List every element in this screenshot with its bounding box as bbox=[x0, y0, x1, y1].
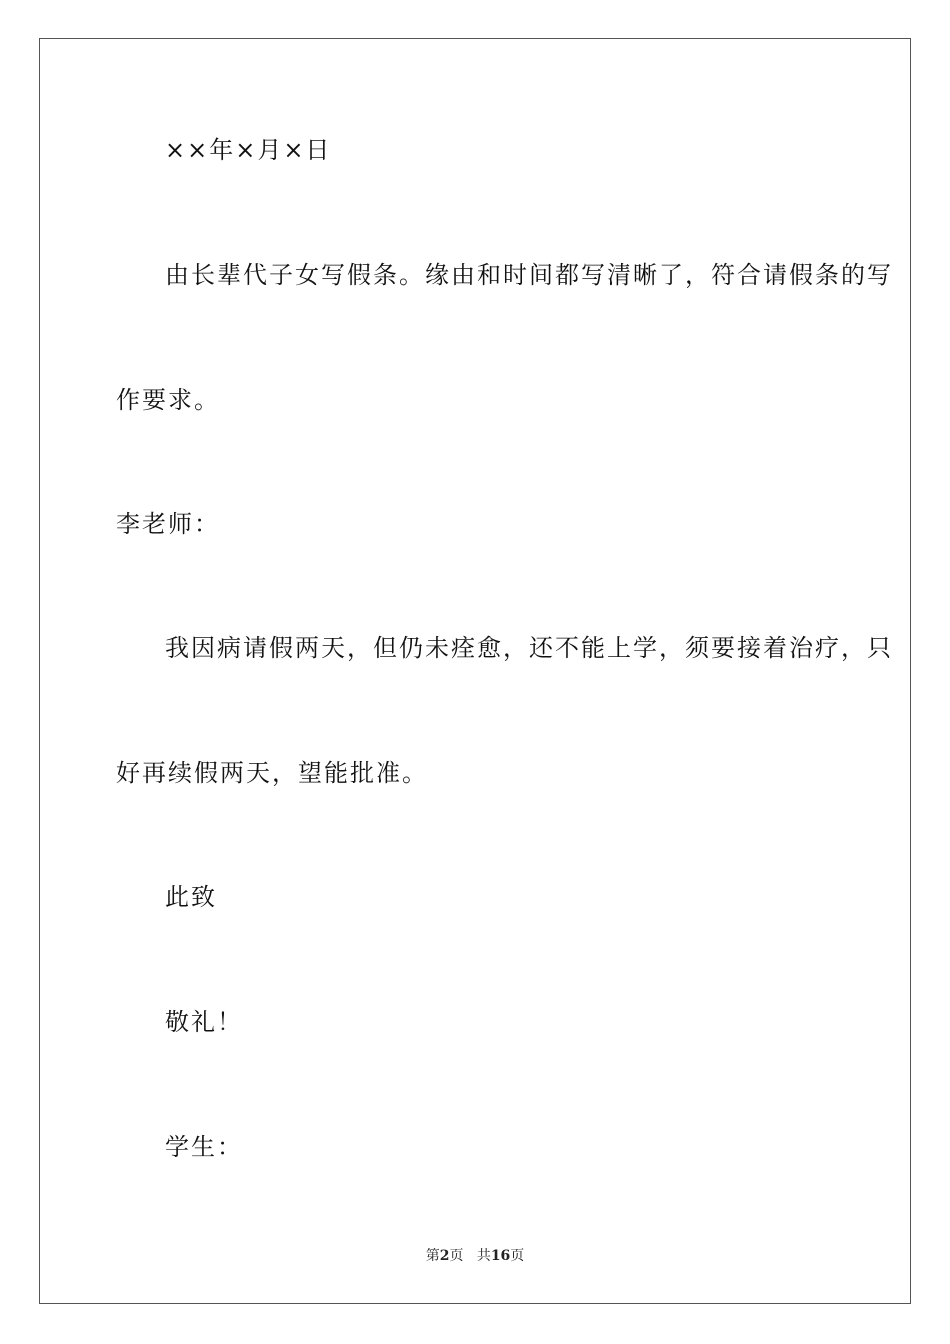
total-pages: 16 bbox=[490, 1248, 511, 1264]
page-prefix: 第 bbox=[425, 1248, 440, 1264]
date-line: ××年×月×日 bbox=[165, 136, 332, 164]
page-frame bbox=[39, 38, 911, 1304]
page-footer bbox=[0, 1247, 950, 1265]
page-number: 2 bbox=[439, 1248, 450, 1264]
total-prefix: 共 bbox=[476, 1248, 491, 1264]
body-paragraph-line-1: 我因病请假两天，但仍未痊愈，还不能上学，须要接着治疗，只 bbox=[165, 634, 893, 662]
closing-ci-zhi: 此致 bbox=[165, 883, 217, 911]
comment-paragraph-line-1: 由长辈代子女写假条。缘由和时间都写清晰了，符合请假条的写 bbox=[165, 261, 893, 289]
total-suffix: 页 bbox=[510, 1248, 525, 1264]
body-paragraph-line-2: 好再续假两天，望能批准。 bbox=[116, 759, 428, 787]
closing-jing-li: 敬礼！ bbox=[165, 1008, 243, 1036]
page-suffix: 页 bbox=[449, 1248, 464, 1264]
signature-label: 学生： bbox=[165, 1133, 243, 1161]
salutation: 李老师： bbox=[116, 510, 220, 538]
comment-paragraph-line-2: 作要求。 bbox=[116, 386, 220, 414]
